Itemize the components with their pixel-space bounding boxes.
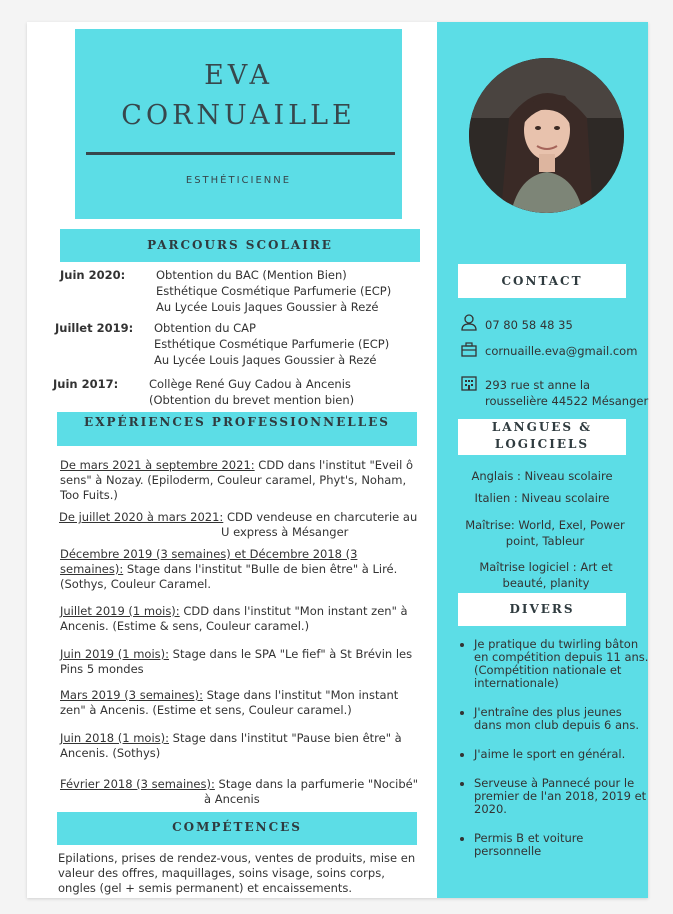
job-title: ESTHÉTICIENNE — [185, 175, 292, 186]
experience-period: De juillet 2020 à mars 2021: — [59, 510, 224, 524]
building-icon — [461, 376, 477, 395]
education-line: Obtention du BAC (Mention Bien) — [156, 268, 347, 282]
experience-entry — [60, 458, 420, 503]
education-line: (Obtention du brevet mention bien) — [149, 393, 355, 407]
education-entry — [156, 267, 391, 315]
education-heading: PARCOURS SCOLAIRE — [60, 229, 420, 262]
education-date: Juin 2017: — [53, 377, 119, 391]
experience-period: Mars 2019 (3 semaines): — [60, 688, 203, 702]
experience-entry — [60, 688, 420, 718]
experience-description: Stage dans l'institut "Pause bien être" à Ancenis. (Sothys) — [60, 731, 402, 760]
experience-entry — [60, 647, 420, 677]
misc-item: • J'aime le sport en général. — [474, 748, 652, 761]
experience-period: Juin 2018 (1 mois): — [60, 731, 169, 745]
software-item: Maîtrise: World, Exel, Power point, Tableur — [465, 518, 625, 548]
address-line: rousselière 44522 Mésanger — [485, 394, 649, 408]
languages-heading — [458, 419, 626, 455]
education-entry — [154, 320, 389, 368]
experience-entry — [60, 731, 420, 761]
languages-heading-line: LOGICIELS — [494, 437, 590, 451]
education-date: Juin 2020: — [60, 268, 126, 282]
experience-description: CDD dans l'institut "Mon instant zen" à Ancenis. (Estime & sens, Couleur caramel.) — [60, 604, 408, 633]
experience-period: De mars 2021 à septembre 2021: — [60, 458, 255, 472]
education-line: Obtention du CAP — [154, 321, 256, 335]
postal-address — [485, 377, 648, 409]
education-line: Au Lycée Louis Jaques Goussier à Rezé — [156, 300, 379, 314]
education-line: Au Lycée Louis Jaques Goussier à Rezé — [154, 353, 377, 367]
misc-item: • Permis B et voiture personnelle — [474, 832, 652, 858]
experience-entry — [60, 604, 420, 634]
misc-heading: DIVERS — [458, 593, 626, 626]
phone-number: 07 80 58 48 35 — [485, 318, 573, 332]
profile-photo — [469, 58, 624, 213]
experience-entry — [59, 510, 424, 540]
experience-entry — [60, 777, 425, 807]
education-line: Esthétique Cosmétique Parfumerie (ECP) — [156, 284, 392, 298]
misc-item: • Serveuse à Pannecé pour le premier de l'an 2018, 2019 et 2020. — [474, 777, 652, 816]
experience-description: Stage dans la parfumerie "Nocibé" — [214, 777, 419, 791]
misc-item: • Je pratique du twirling bâton en compétition depuis 11 ans. (Compétition nationale et internationale) — [474, 638, 652, 690]
contact-heading: CONTACT — [458, 264, 626, 298]
experience-description: Stage dans l'institut "Bulle de bien être" à Liré. (Sothys, Couleur Caramel. — [60, 562, 398, 591]
experience-period: Juillet 2019 (1 mois): — [60, 604, 180, 618]
misc-list — [458, 638, 652, 874]
first-name: EVA — [204, 60, 273, 91]
portrait-image — [469, 58, 624, 213]
title-divider — [86, 152, 395, 155]
education-line: Esthétique Cosmétique Parfumerie (ECP) — [154, 337, 390, 351]
experience-description: CDD vendeuse en charcuterie au — [223, 510, 418, 524]
experience-description: CDD dans l'institut "Eveil ô sens" à Nozay. (Epiloderm, Couleur caramel, Phyt's, Noham, Too Fuits.) — [60, 458, 413, 502]
experience-entry — [60, 547, 420, 592]
languages-heading-line: LANGUES & — [491, 420, 593, 434]
misc-item: • J'entraîne des plus jeunes dans mon club depuis 6 ans. — [474, 706, 652, 732]
experience-period: Décembre 2019 (3 semaines) et Décembre 2018 (3 semaines): — [60, 547, 358, 576]
experience-description: Stage dans le SPA "Le fief" à St Brévin les Pins 5 mondes — [60, 647, 413, 676]
skills-text: Epilations, prises de rendez-vous, ventes de produits, mise en valeur des offres, maquillages, soins visage, soins corps, ongles (gel + semis permanent) et encaissements. — [58, 851, 416, 895]
education-entry — [149, 376, 354, 408]
experience-period: Juin 2019 (1 mois): — [60, 647, 169, 661]
education-line: Collège René Guy Cadou à Ancenis — [149, 377, 351, 391]
last-name: CORNUAILLE — [121, 100, 356, 131]
experience-description: Stage dans l'institut "Mon instant zen" à Ancenis. (Estime et sens, Couleur caramel.) — [60, 688, 399, 717]
experience-description: à Ancenis — [204, 792, 260, 806]
experience-heading: EXPÉRIENCES PROFESSIONNELLES — [57, 412, 417, 446]
experience-period: Février 2018 (3 semaines): — [60, 777, 215, 791]
language-item: Italien : Niveau scolaire — [474, 491, 610, 505]
email-address[interactable]: cornuaille.eva@gmail.com — [485, 344, 638, 358]
address-line: 293 rue st anne la — [485, 378, 591, 392]
language-item: Anglais : Niveau scolaire — [471, 469, 613, 483]
education-date: Juillet 2019: — [55, 321, 134, 335]
software-item: Maîtrise logiciel : Art et beauté, planity — [479, 560, 613, 590]
skills-heading: COMPÉTENCES — [57, 812, 417, 845]
phone-icon — [461, 314, 477, 335]
experience-description: U express à Mésanger — [221, 525, 349, 539]
email-icon — [461, 342, 477, 361]
